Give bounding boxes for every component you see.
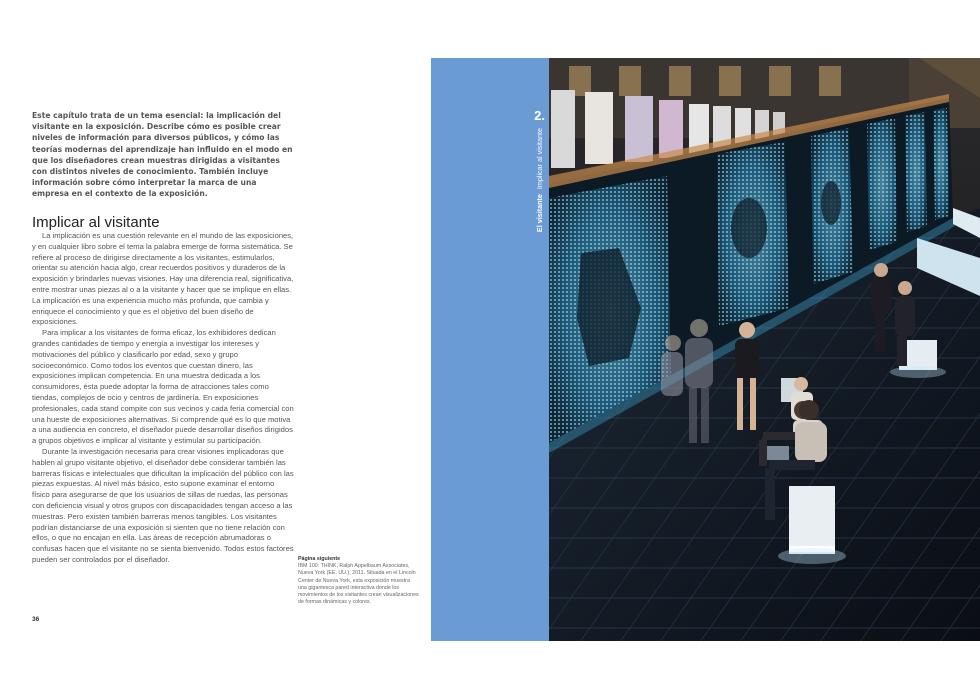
chapter-band [431, 58, 549, 641]
body-paragraph: Durante la investigación necesaria para crear visiones implicadoras que hablen al grupo visitante objetivo, el diseñador debe considerar también las barreras físicas e intelectuales que dificultan la implicación del público con las piezas expuestas. Al nivel más básico, esto supone examinar el entorno físico para asegurarse de que los usuarios de sillas de ruedas, las personas con deficiencia visual y otros grupos con discapacidades tengan acceso a las muestras. Pero existen también barreras menos tangibles. Los visitantes podrían distanciarse de una exposición si sienten que no tiene relación con ellos, o que no encajan en ella. Las áreas de recepción abrumadoras o confusas hacen que el visitante no se sienta bienvenido. Todos estos factores pueden ser controlados por el diseñador. [32, 446, 294, 564]
chapter-label [535, 128, 544, 232]
photo-caption [298, 556, 420, 606]
left-page [0, 0, 430, 700]
chapter-section: El visitante [535, 194, 544, 233]
exhibition-photo [549, 58, 980, 641]
body-text [32, 231, 294, 566]
body-paragraph: Para implicar a los visitantes de forma eficaz, los exhibidores dedican grandes cantidades de tiempo y energía a investigar los intereses y motivaciones del público y clasificarlo por edad, sexo y grupo socioeconómico. Como todos los eventos que cuestan dinero, las exposiciones implican competencia. En una muestra dedicada a los consumidores, ésta puede adoptar la forma de atracciones tales como tiendas, complejos de ocio y centros de jardinería. En exposiciones profesionales, cada stand compite con sus vecinos y cada feria comercial con una hueste de exposiciones alternativas. Si comprende qué es lo que motiva a una audiencia en concreto, el diseñador puede desarrollar diseños dirigidos a grupos objetivos e implicar al visitante y estimular su participación. [32, 328, 294, 446]
section-heading: Implicar al visitante [32, 214, 160, 231]
chapter-intro: Este capítulo trata de un tema esencial: la implicación del visitante en la exposición. Describe cómo es posible crear niveles de información para diversos públicos, y cómo las teorías modernas del aprendizaje han influido en el modo en que los diseñadores crean muestras dirigidas a visitantes con distintos niveles de conocimiento. También incluye información sobre cómo interpretar la marca de una empresa en el contexto de la exposición. [32, 111, 293, 199]
caption-text: IBM 100: THINK, Ralph Appelbaum Associates, Nueva York (EE. UU.), 2011. Situada en el Lincoln Center de Nueva York, esta exposición muestra una gigantesca pared interactiva donde los movimientos de los visitantes crean visualizaciones de formas dinámicas y colores. [298, 563, 419, 606]
page-number: 36 [32, 616, 40, 623]
caption-title: Página siguiente [298, 556, 341, 562]
exhibition-photo-illustration [549, 58, 980, 641]
chapter-number: 2. [534, 108, 545, 123]
chapter-subsection: Implicar al visitante [535, 128, 544, 190]
body-paragraph: La implicación es una cuestión relevante en el mundo de las exposiciones, y en cualquier libro sobre el tema la palabra emerge de forma sistemática. Se refiere al proceso de dirigirse directamente a los visitantes, estimularlos, orientar su atención hacia algo, crear recuerdos positivos y duraderos de la exposición y brindarles nuevas visiones. Hay una diferencia real, significativa, entre mostrar unas piezas al o a la visitante y hacer que se implique en ellas. La implicación es una experiencia mucho más profunda, que cambia y enriquece el conocimiento y que es el objetivo del buen diseño de exposiciones. [32, 231, 294, 327]
